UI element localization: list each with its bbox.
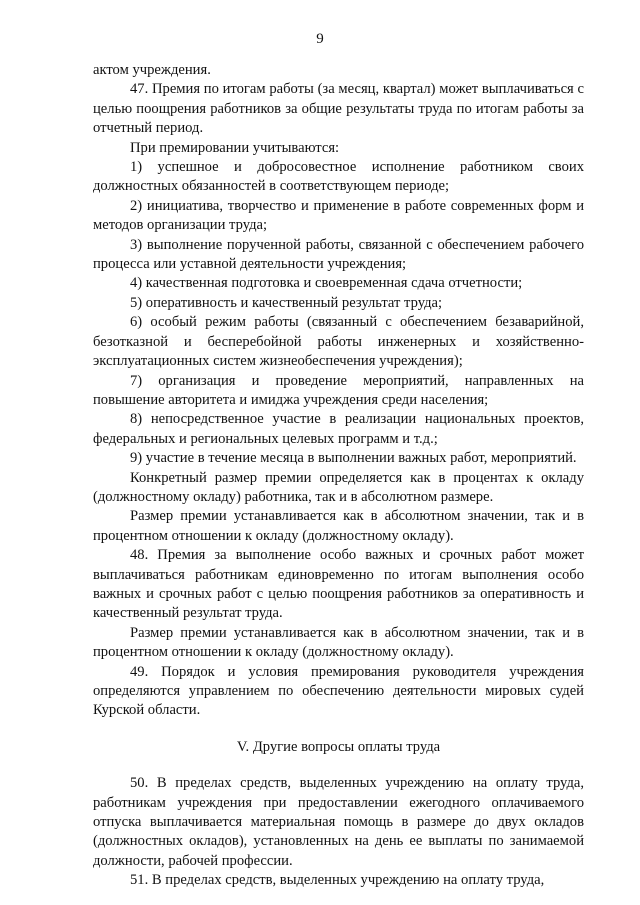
- paragraph-47: 47. Премия по итогам работы (за месяц, квартал) может выплачиваться с целью поощрения работников за общие результаты труда по итогам работы за отчетный период.: [93, 81, 584, 137]
- paragraph: Размер премии устанавливается как в абсолютном значении, так и в процентном отношении к окладу (должностному окладу).: [93, 624, 584, 661]
- list-item: 3) выполнение порученной работы, связанной с обеспечением рабочего процесса или уставной деятельности учреждения;: [93, 236, 584, 273]
- paragraph-50: 50. В пределах средств, выделенных учреждению на оплату труда, работникам учреждения при предоставлении ежегодного оплачиваемого отпуска выплачивается материальная помощь в размере до двух окладов (должностных окладов), установленных на день ее выплаты по занимаемой должности, рабочей профессии.: [93, 775, 584, 869]
- page-number: 9: [316, 31, 324, 47]
- list-item: 6) особый режим работы (связанный с обеспечением безаварийной, безотказной и бесперебойной работы инженерных и хозяйственно-эксплуатационных систем жизнеобеспечения учреждения);: [93, 314, 584, 370]
- paragraph: При премировании учитываются:: [130, 139, 340, 156]
- list-item: 4) качественная подготовка и своевременная сдача отчетности;: [130, 275, 523, 292]
- list-item: 5) оперативность и качественный результат труда;: [130, 294, 443, 311]
- list-item: 1) успешное и добросовестное исполнение работником своих должностных обязанностей в соответствующем периоде;: [93, 159, 584, 195]
- paragraph-49: 49. Порядок и условия премирования руководителя учреждения определяются управлением по обеспечению деятельности мировых судей Курской области.: [93, 663, 584, 719]
- list-item: 7) организация и проведение мероприятий, направленных на повышение авторитета и имиджа учреждения среди населения;: [93, 372, 584, 408]
- list-item: 9) участие в течение месяца в выполнении важных работ, мероприятий.: [130, 450, 577, 467]
- list-item: 2) инициатива, творчество и применение в работе современных форм и методов организации труда;: [93, 197, 584, 234]
- document-body: [93, 61, 584, 891]
- paragraph-48: 48. Премия за выполнение особо важных и срочных работ может выплачиваться работникам единовременно по итогам выполнения особо важных и срочных работ с целью поощрения работников за оперативность и качественный результат труда.: [93, 547, 584, 622]
- paragraph: Размер премии устанавливается как в абсолютном значении, так и в процентном отношении к окладу (должностному окладу).: [93, 508, 584, 544]
- paragraph: Конкретный размер премии определяется как в процентах к окладу (должностному окладу) работника, так и в абсолютном размере.: [93, 469, 584, 505]
- paragraph: актом учреждения.: [93, 62, 211, 78]
- section-heading: V. Другие вопросы оплаты труда: [236, 738, 441, 755]
- paragraph-51: 51. В пределах средств, выделенных учреждению на оплату труда,: [130, 872, 545, 889]
- list-item: 8) непосредственное участие в реализации национальных проектов, федеральных и региональных целевых программ и т.д.;: [93, 411, 584, 447]
